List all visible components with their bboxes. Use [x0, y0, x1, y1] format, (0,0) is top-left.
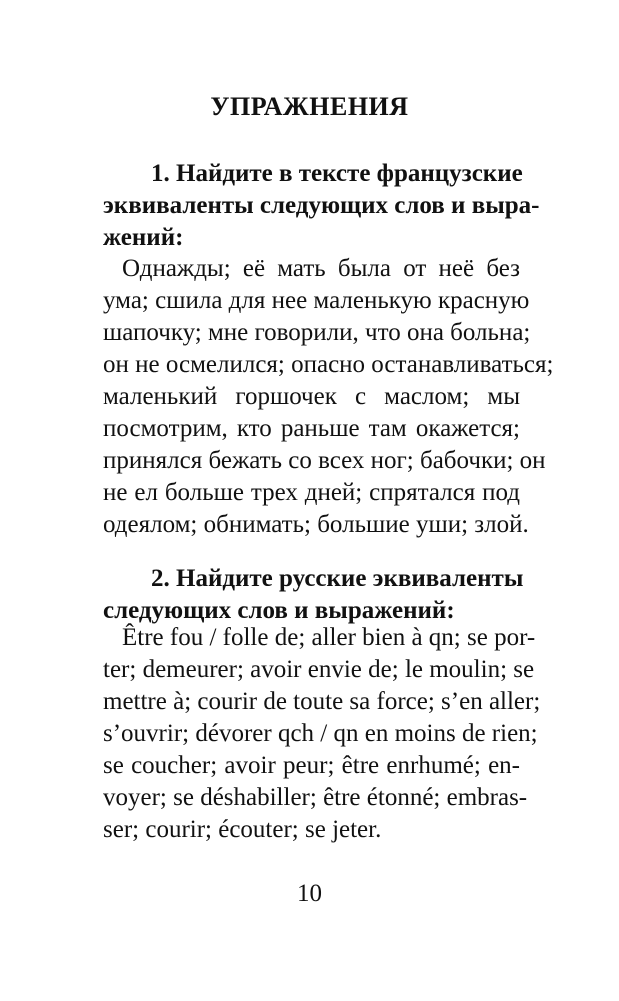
- exercise-1-body-line: не ел больше трех дней; спрятался под: [103, 479, 520, 506]
- exercise-1-heading: [103, 158, 540, 254]
- page-title: УПРАЖНЕНИЯ: [210, 92, 409, 121]
- exercise-2-body-line: voyer; se déshabiller; être étonné; embras-: [103, 784, 528, 811]
- exercise-2-body-line: se coucher; avoir peur; être enrhumé; en-: [103, 752, 520, 779]
- exercise-1-body-line: он не осмелился; опасно останавливаться;: [103, 351, 554, 378]
- exercise-1-body-line: одеялом; обнимать; большие уши; злой.: [103, 511, 529, 538]
- exercise-2-heading-line: следующих слов и выражений:: [103, 597, 455, 624]
- exercise-2-body-line: mettre à; courir de toute sa force; s’en aller;: [103, 688, 541, 715]
- exercise-2-body-line: ter; demeurer; avoir envie de; le moulin; se: [103, 656, 535, 683]
- exercise-1-body-line: принялся бежать со всех ног; бабочки; он: [103, 447, 546, 474]
- exercise-2-body-line: Être fou / folle de; aller bien à qn; se por-: [122, 624, 536, 651]
- exercise-1-body-line: ума; сшила для нее маленькую красную: [103, 287, 530, 314]
- exercise-2-body-line: ser; courir; écouter; se jeter.: [103, 816, 382, 843]
- exercise-1-heading-line: 1. Найдите в тексте французские: [151, 160, 523, 187]
- exercise-2-heading-line: 2. Найдите русские эквиваленты: [151, 565, 524, 592]
- exercise-1-heading-line: эквиваленты следующих слов и выра-: [103, 192, 540, 219]
- exercise-2-body-line: s’ouvrir; dévorer qch / qn en moins de rien;: [103, 720, 538, 747]
- exercise-1-body: [103, 253, 554, 541]
- exercise-2-body: [103, 622, 541, 846]
- exercise-1-body-line: посмотрим, кто раньше там окажется;: [103, 415, 520, 442]
- page-number: 10: [297, 880, 322, 907]
- exercise-1-body-line: маленький горшочек с маслом; мы: [103, 383, 520, 410]
- exercise-1-body-line: шапочку; мне говорили, что она больна;: [103, 319, 531, 346]
- exercise-1-heading-line: жений:: [103, 224, 184, 251]
- exercise-1-body-line: Однажды; её мать была от неё без: [122, 255, 520, 282]
- exercise-2-heading: [103, 563, 524, 627]
